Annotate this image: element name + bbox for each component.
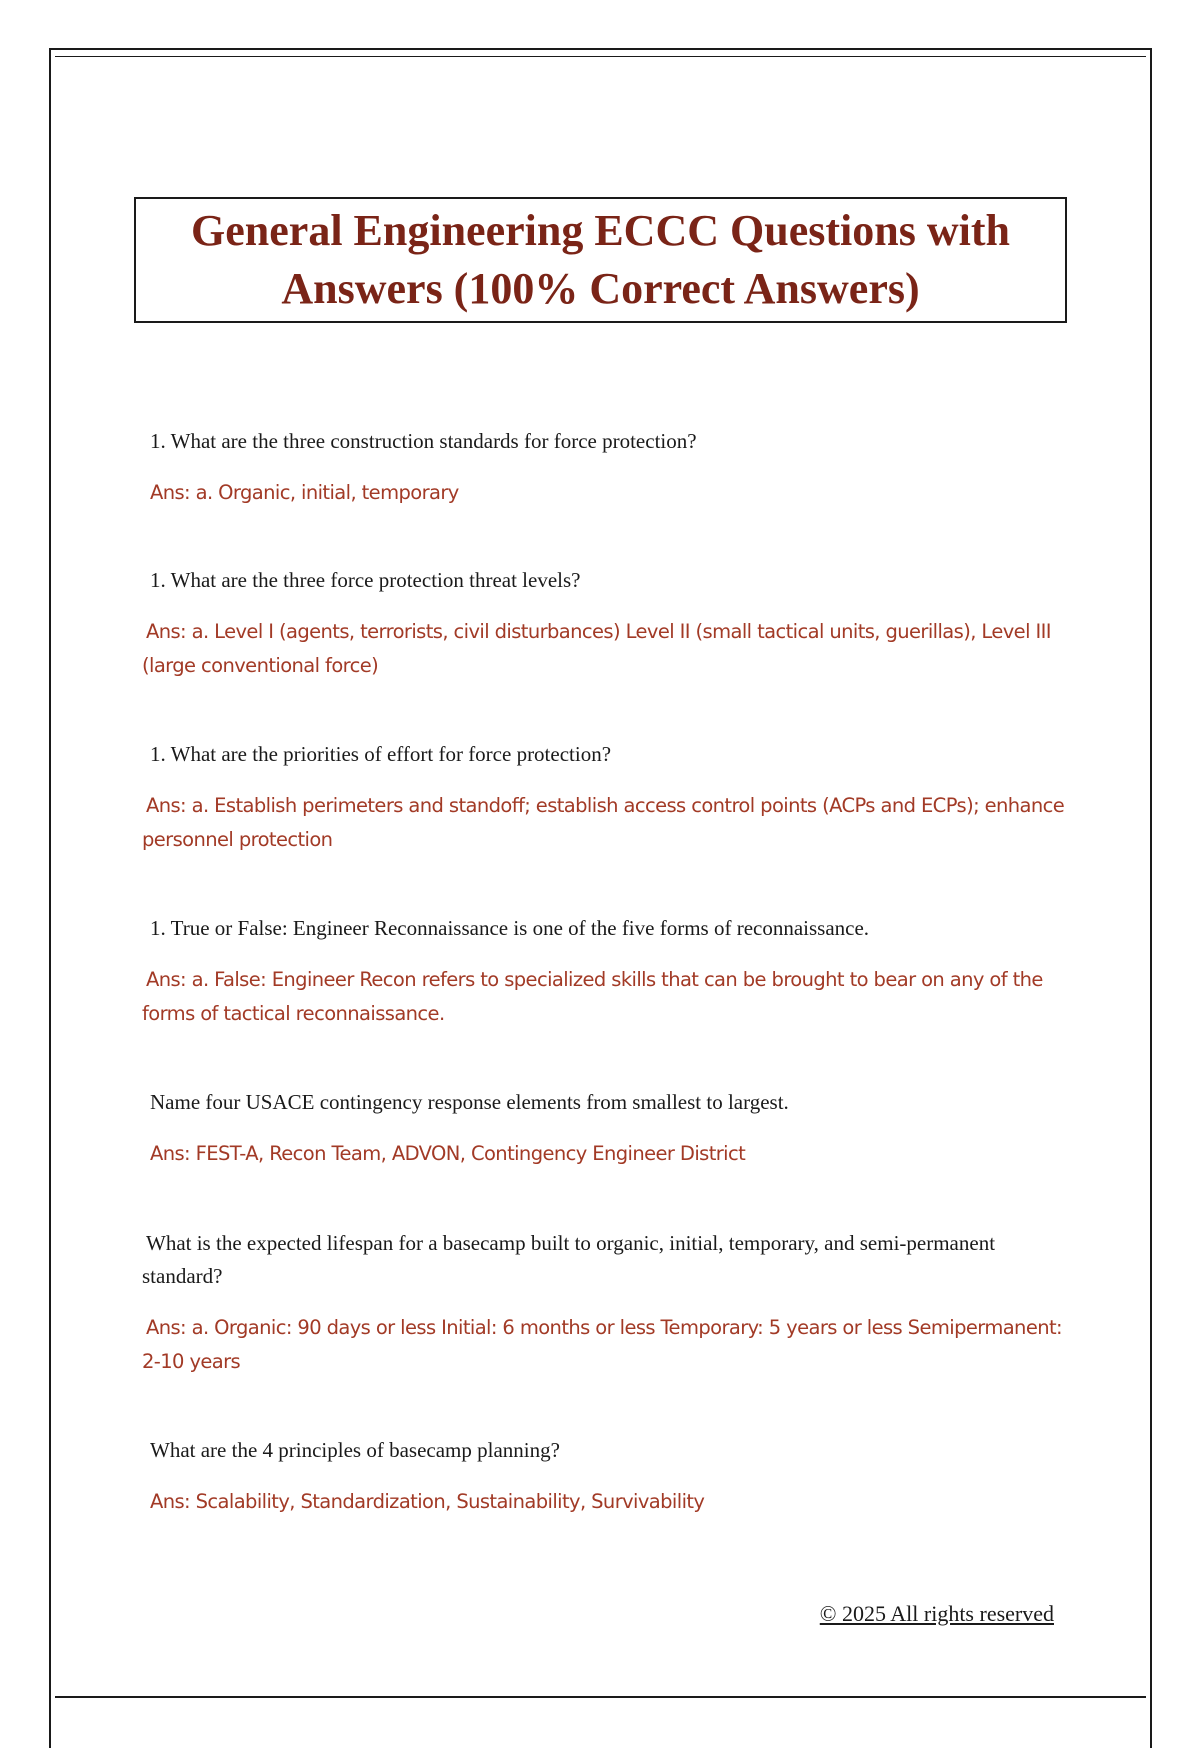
qa-item-7 xyxy=(146,1434,1066,1519)
answer-text: Ans: a. Establish perimeters and standoff; establish access control points (ACPs and ECPs); enhance personnel protection xyxy=(142,794,1065,851)
answer-text: Ans: a. False: Engineer Recon refers to specialized skills that can be brought to bear on any of the forms of tactical reconnaissance. xyxy=(142,968,1043,1025)
answer-text: Ans: a. Level I (agents, terrorists, civil disturbances) Level II (small tactical units, guerillas), Level III (large conventional force) xyxy=(142,620,1051,677)
question-text: What are the 4 principles of basecamp planning? xyxy=(150,1438,560,1462)
question-text: 1. True or False: Engineer Reconnaissance is one of the five forms of reconnaissance. xyxy=(150,916,870,940)
answer-text: Ans: a. Organic, initial, temporary xyxy=(150,481,459,504)
answer-text: Ans: FEST-A, Recon Team, ADVON, Contingency Engineer District xyxy=(150,1142,746,1165)
question-text: 1. What are the three force protection threat levels? xyxy=(150,568,581,592)
qa-item-6 xyxy=(142,1227,1066,1379)
title-box xyxy=(134,197,1067,323)
answer-text: Ans: Scalability, Standardization, Sustainability, Survivability xyxy=(150,1490,705,1513)
qa-item-1 xyxy=(146,425,1066,510)
page-border-inner-bottom xyxy=(55,1696,1146,1698)
qa-item-5 xyxy=(146,1086,1066,1171)
qa-item-3 xyxy=(142,738,1066,857)
answer-text: Ans: a. Organic: 90 days or less Initial: 6 months or less Temporary: 5 years or less Semipermanent: 2-10 years xyxy=(142,1316,1062,1373)
question-text: Name four USACE contingency response elements from smallest to largest. xyxy=(150,1090,789,1114)
page-border-inner-top xyxy=(55,56,1146,57)
question-text: 1. What are the priorities of effort for force protection? xyxy=(150,742,612,766)
qa-item-4 xyxy=(142,912,1066,1031)
question-text: 1. What are the three construction standards for force protection? xyxy=(150,429,697,453)
question-text: What is the expected lifespan for a basecamp built to organic, initial, temporary, and semi-permanent standard? xyxy=(142,1231,996,1288)
copyright-footer: © 2025 All rights reserved xyxy=(819,1601,1054,1626)
qa-item-2 xyxy=(142,564,1066,683)
document-title: General Engineering ECCC Questions with Answers (100% Correct Answers) xyxy=(191,206,1010,313)
